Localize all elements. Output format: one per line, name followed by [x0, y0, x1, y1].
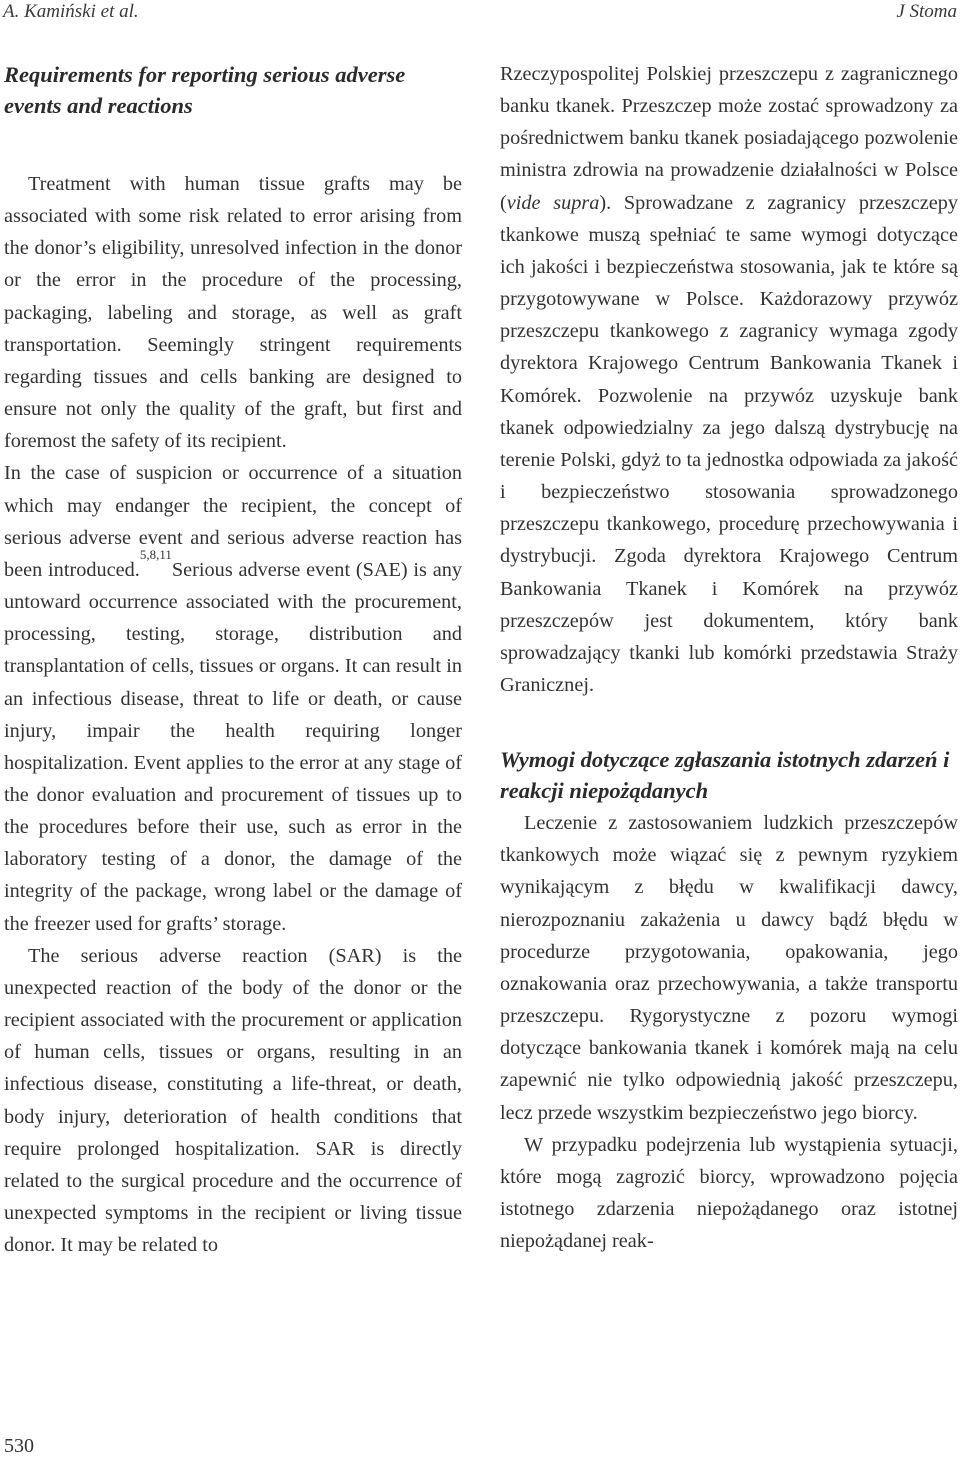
paragraph: W przypadku podejrzenia lub wystąpienia sytuacji, które mogą zagrozić biorcy, wprowadzono pojęcia istotnego zdarzenia niepożądanego oraz istotnej niepożądanej reak-	[500, 1133, 958, 1253]
paragraph-text: In the case of suspicion or occurrence of a situation which may endanger the recipient, the concept of serious adverse event and serious adverse reaction has been introduced.	[4, 462, 462, 581]
latin-phrase: vide supra	[506, 191, 600, 214]
paragraph-text: Serious adverse event (SAE) is any untoward occurrence associated with the procurement, processing, testing, storage, distribution and transplantation of cells, tissues or organs. It can result in an infectious disease, threat to life or death, or cause injury, impair the health requiring longer hospitalization. Event applies to the error at any stage of the donor evaluation and procurement of tissues up to the procedures before their use, such as error in the laboratory testing of a donor, the damage of the integrity of the package, wrong label or the damage of the freezer used for grafts’ storage.	[4, 558, 462, 935]
paragraph-continuation	[500, 58, 958, 701]
running-head-authors: A. Kamiński et al.	[3, 1, 139, 22]
right-column	[500, 58, 958, 1257]
paragraph: The serious adverse reaction (SAR) is the unexpected reaction of the body of the donor or the recipient associated with the procurement or application of human cells, tissues or organs, resulting in an infectious disease, constituting a life-threat, or death, body injury, deterioration of health conditions that require prolonged hospitalization. SAR is directly related to the surgical procedure and the occurrence of unexpected symptoms in the recipient or living tissue donor. It may be related to	[4, 944, 462, 1257]
running-head	[0, 0, 960, 26]
section-heading-polish: Wymogi dotyczące zgłaszania istotnych zdarzeń i reakcji niepożądanych	[500, 747, 950, 804]
page-number: 530	[4, 1435, 34, 1457]
paragraph-text: Rzeczypospolitej Polskiej przeszczepu z zagranicznego banku tkanek. Przeszczep może zostać sprowadzony za pośrednictwem banku tkanek posiadającego pozwolenie ministra zdrowia na prowadzenie działalności w Polsce (	[500, 63, 958, 214]
paragraph	[4, 457, 462, 939]
citation-superscript: 5,8,11	[139, 546, 172, 562]
left-column	[4, 58, 462, 1261]
section-heading-english: Requirements for reporting serious adverse events and reactions	[4, 62, 406, 118]
paragraph: Treatment with human tissue grafts may be associated with some risk related to error arising from the donor’s eligibility, unresolved infection in the donor or the error in the procedure of the processing, packaging, labeling and storage, as well as graft transportation. Seemingly stringent requirements regarding tissues and cells banking are designed to ensure not only the quality of the graft, but first and foremost the safety of its recipient.	[4, 173, 462, 453]
running-head-journal: J Stoma	[896, 1, 957, 22]
paragraph: Leczenie z zastosowaniem ludzkich przeszczepów tkankowych może wiązać się z pewnym ryzykiem wynikającym z błędu w kwalifikacji dawcy, nierozpoznaniu zakażenia u dawcy bądź błędu w procedurze przygotowania, opakowania, jego oznakowania oraz przechowywania, a także transportu przeszczepu. Rygorystyczne z pozoru wymogi dotyczące bankowania tkanek i komórek mają na celu zapewnić nie tylko odpowiednią jakość przeszczepu, lecz przede wszystkim bezpieczeństwo jego biorcy.	[500, 812, 958, 1124]
paragraph-text: ). Sprowadzane z zagranicy przeszczepy tkankowe muszą spełniać te same wymogi dotyczące ich jakości i bezpieczeństwa stosowania, jak te które są przygotowywane w Polsce. Każdorazowy przywóz przeszczepu tkankowego z zagranicy wymaga zgody dyrektora Krajowego Centrum Bankowania Tkanek i Komórek. Pozwolenie na przywóz uzyskuje bank tkanek odpowiedzialny za jego dalszą dystrybucję na terenie Polski, gdyż to ta jednostka odpowiada za jakość i bezpieczeństwo stosowania sprowadzonego przeszczepu tkankowego, procedurę przechowywania i dystrybucji. Zgoda dyrektora Krajowego Centrum Bankowania Tkanek i Komórek na przywóz przeszczepów jest dokumentem, który bank sprowadzający tkanki lub komórki przedstawia Straży Granicznej.	[500, 191, 958, 696]
